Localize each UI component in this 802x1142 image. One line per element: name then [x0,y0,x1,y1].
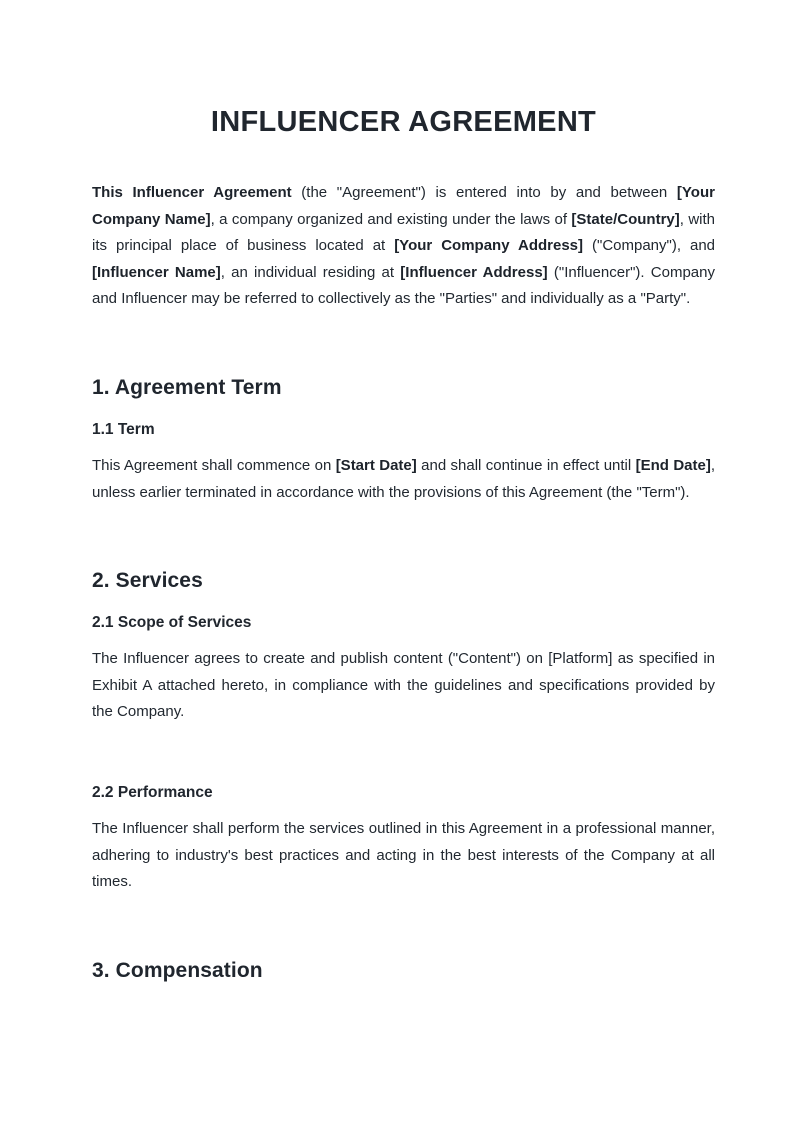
body-text: , unless earlier terminated in accordance with the provisions of this Agreement (the "Term"). [92,456,715,501]
body-text: and shall continue in effect until [416,456,636,474]
section-heading: 1. Agreement Term [92,375,282,399]
section-heading: 3. Compensation [92,958,263,982]
placeholder-bold-text: [Start Date] [335,456,417,474]
placeholder-bold-text: [Influencer Address] [400,263,548,281]
document-title: INFLUENCER AGREEMENT [210,106,597,138]
section-heading: 2. Services [92,569,203,593]
body-text: The Influencer agrees to create and publish content ("Content") on [Platform] as specified in Exhibit A attached hereto, in compliance with the guidelines and specifications provided by the Company. [92,650,715,721]
body-text: This Agreement shall commence on [92,456,336,474]
body-text: , with its principal place of business located at [92,210,716,255]
placeholder-bold-text: [Influencer Name] [92,263,221,281]
body-text: , an individual residing at [220,263,401,281]
body-text: The Influencer shall perform the services outlined in this Agreement in a professional manner, adhering to industry's best practices and acting in the best interests of the Company at all times. [92,819,715,891]
subsection-paragraph [92,453,715,506]
document-content [92,0,715,984]
subsection-heading: 2.1 Scope of Services [92,614,252,632]
placeholder-bold-text: [Your Company Address] [394,237,584,255]
placeholder-bold-text: [State/Country] [571,210,680,228]
placeholder-bold-text: This Influencer Agreement [92,184,292,201]
body-text: ("Influencer"). Company and Influencer may be referred to collectively as the "Parties" and individually as a "Party". [92,263,715,308]
subsection [92,782,715,896]
placeholder-bold-text: [End Date] [635,456,711,474]
subsection-paragraph [92,816,715,896]
subsection-paragraph [92,646,715,726]
subsection-heading: 2.2 Performance [92,783,213,801]
body-text: , a company organized and existing under the laws of [210,210,572,228]
body-text: ("Company"), and [583,237,716,255]
placeholder-bold-text: [Your Company Name] [92,184,715,228]
subsection [92,612,715,726]
body-text: (the "Agreement") is entered into by and between [291,184,677,201]
subsection-heading: 1.1 Term [92,420,155,438]
sections-container [92,374,715,984]
intro-paragraph [92,180,715,313]
subsection [92,419,715,506]
